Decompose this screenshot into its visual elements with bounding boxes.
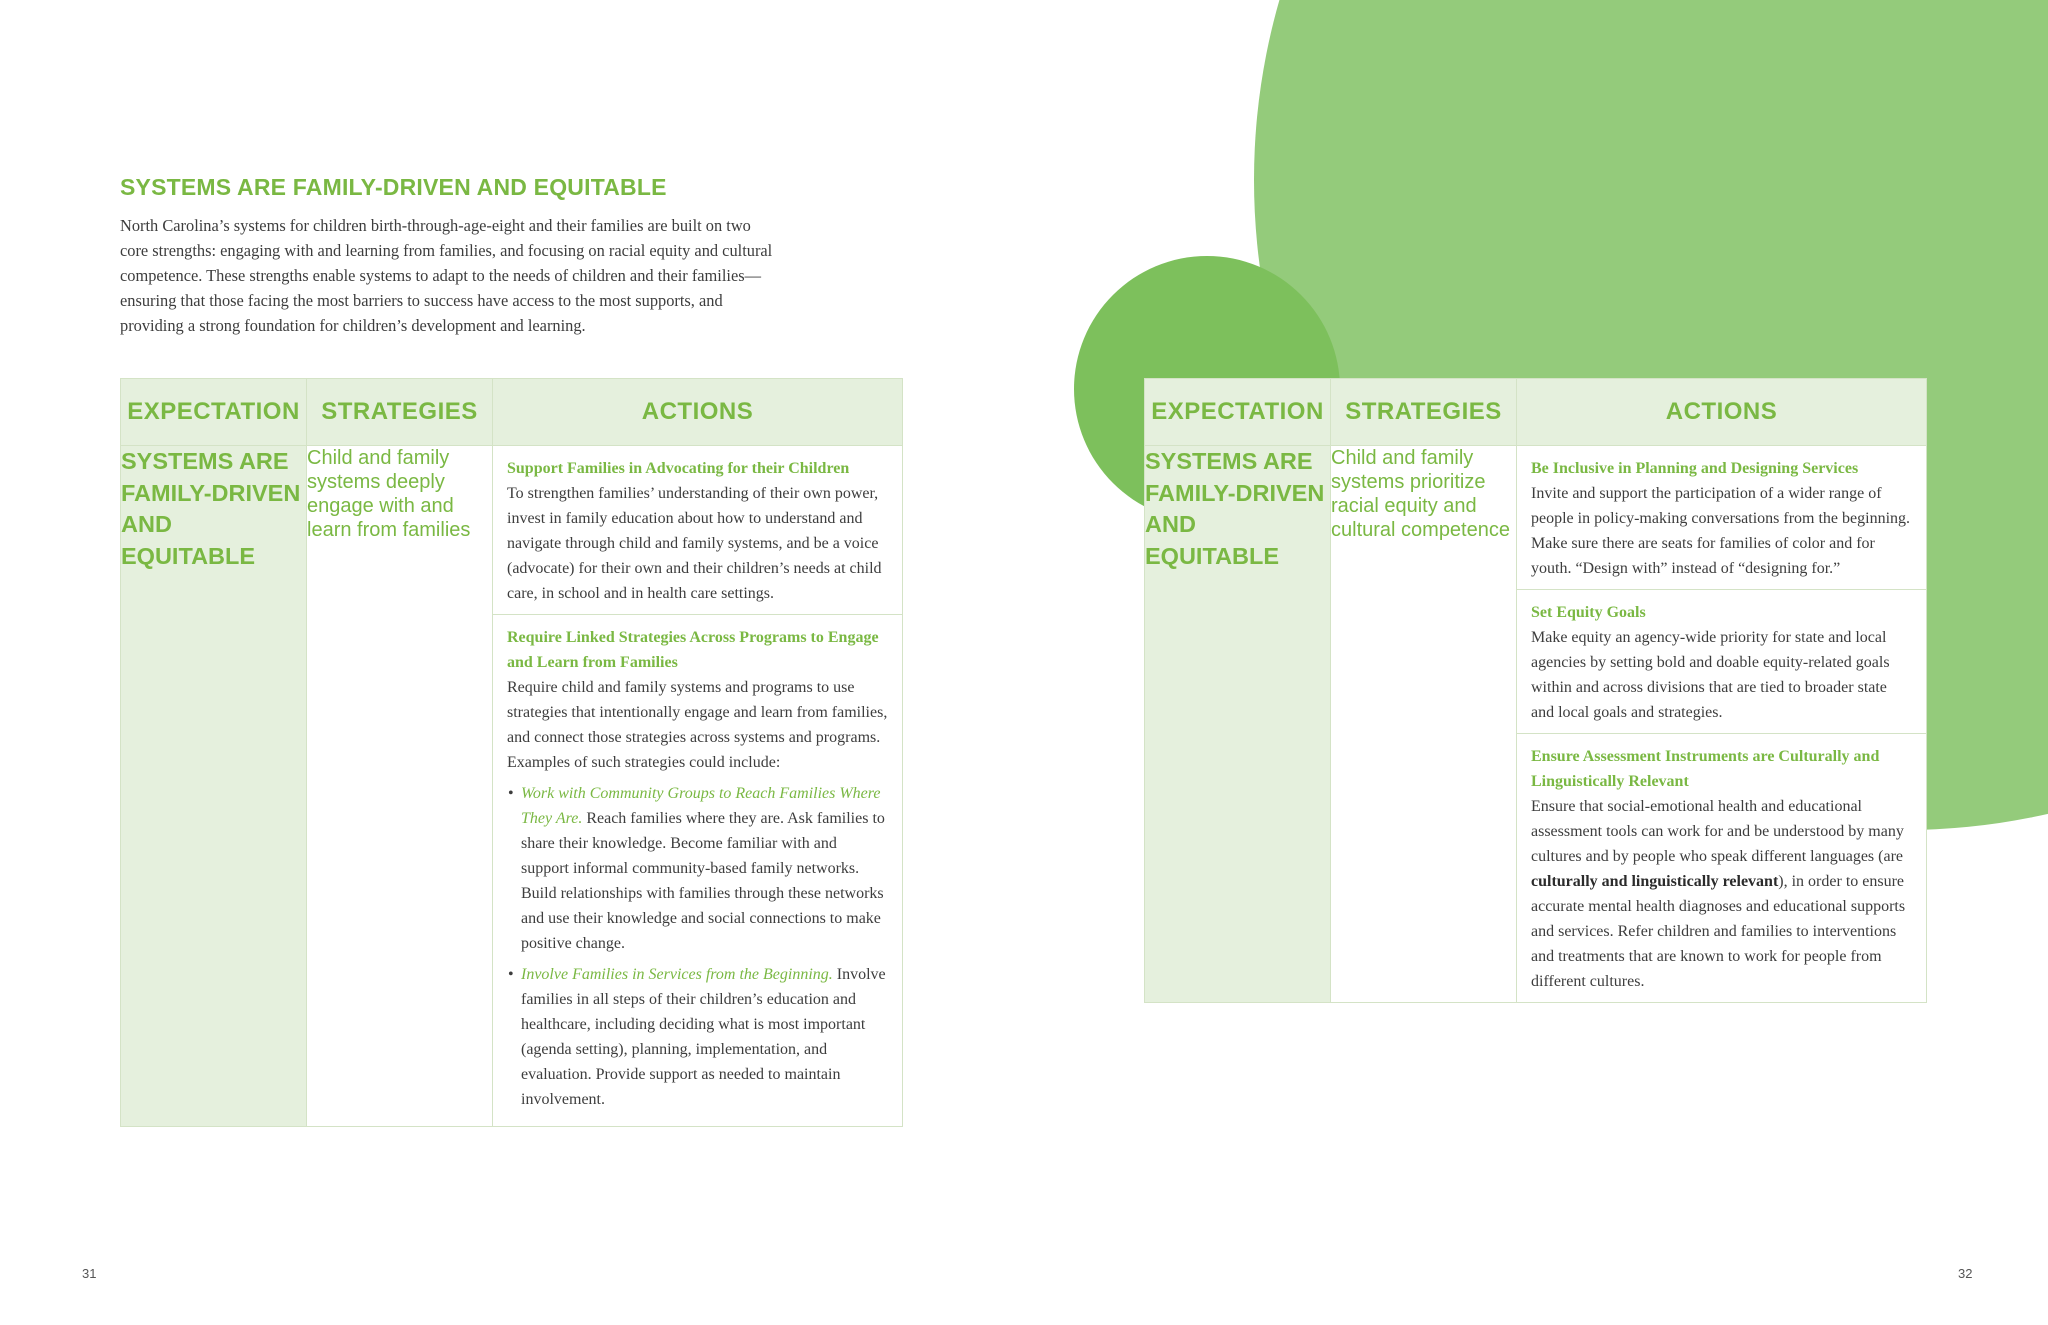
example-list: [507, 781, 888, 1112]
action-title: Set Equity Goals: [1531, 604, 1646, 621]
expectation-cell: SYSTEMS ARE FAMILY-DRIVEN AND EQUITABLE: [1145, 446, 1331, 1003]
action-body-emphasis: culturally and linguistically relevant: [1531, 873, 1779, 890]
action-body: To strengthen families’ understanding of their own power, invest in family education about how to understand and navigate through child and family systems, and be a voice (advocate) for their own and their children’s needs at child care, in school and in health care settings.: [507, 485, 882, 602]
intro-paragraph: North Carolina’s systems for children birth-through-age-eight and their families are built on two core strengths: engaging with and learning from families, and focusing on racial equity and cultural competence. These strengths enable systems to adapt to the needs of children and their families—ensuring that those facing the most barriers to success have access to the most supports, and providing a strong foundation for children’s development and learning.: [120, 216, 773, 335]
action-body: Require child and family systems and programs to use strategies that intentionally engage and learn from families, and connect those strategies across systems and programs. Examples of such strategies could include:: [507, 679, 888, 771]
action-item: [1517, 446, 1926, 590]
header-actions: ACTIONS: [1517, 379, 1927, 446]
strategy-table-left: [120, 378, 903, 1127]
action-item: [493, 446, 902, 615]
strategy-cell: Child and family systems prioritize racial equity and cultural competence: [1331, 446, 1517, 1003]
action-item: [493, 615, 902, 1126]
right-page: [1024, 0, 2048, 1325]
list-item: [521, 962, 888, 1112]
action-body: Invite and support the participation of a wider range of people in policy-making conversations from the beginning. Make sure there are seats for families of color and for youth. “Design with” instead of “designing for.”: [1531, 485, 1911, 577]
action-title: Ensure Assessment Instruments are Culturally and Linguistically Relevant: [1531, 748, 1880, 790]
bullet-title: Involve Families in Services from the Beginning.: [521, 966, 833, 983]
section-title: SYSTEMS ARE FAMILY-DRIVEN AND EQUITABLE: [120, 174, 667, 200]
strategy-table-right: [1144, 378, 1927, 1003]
action-body-text: Ensure that social-emotional health and educational assessment tools can work for and be understood by many cultures and by people who speak different languages (are: [1531, 798, 1904, 865]
expectation-cell: SYSTEMS ARE FAMILY-DRIVEN AND EQUITABLE: [121, 446, 307, 1127]
action-body: [1531, 794, 1912, 994]
header-strategies: STRATEGIES: [307, 379, 493, 446]
table-header-row: [1145, 379, 1927, 446]
table-row: [1145, 446, 1927, 1003]
action-title: Require Linked Strategies Across Programs to Engage and Learn from Families: [507, 629, 879, 671]
bullet-title: Work with Community Groups to Reach Families Where They Are.: [521, 785, 881, 827]
header-strategies: STRATEGIES: [1331, 379, 1517, 446]
actions-cell: [1517, 446, 1927, 1003]
action-body: Make equity an agency-wide priority for state and local agencies by setting bold and doable equity-related goals within and across divisions that are tied to broader state and local goals and strategies.: [1531, 629, 1890, 721]
strategy-cell: Child and family systems deeply engage with and learn from families: [307, 446, 493, 1127]
action-title: Support Families in Advocating for their Children: [507, 460, 850, 477]
page-number-right: 32: [1958, 1266, 1973, 1281]
bullet-text: Involve families in all steps of their children’s education and healthcare, including deciding what is most important (agenda setting), planning, implementation, and evaluation. Provide support as needed to maintain involvement.: [521, 966, 886, 1108]
list-item: [521, 781, 888, 956]
header-expectation: EXPECTATION: [121, 379, 307, 446]
header-expectation: EXPECTATION: [1145, 379, 1331, 446]
bullet-text: Reach families where they are. Ask families to share their knowledge. Become familiar with and support informal community-based family networks. Build relationships with families through these networks and use their knowledge and social connections to make positive change.: [521, 810, 885, 952]
action-title: Be Inclusive in Planning and Designing Services: [1531, 460, 1859, 477]
page-number-left: 31: [82, 1266, 97, 1281]
header-actions: ACTIONS: [493, 379, 903, 446]
action-item: [1517, 734, 1926, 1002]
table-header-row: [121, 379, 903, 446]
action-body-text: ), in order to ensure accurate mental health diagnoses and educational supports and services. Refer children and families to interventions and treatments that are known to work for people from different cultures.: [1531, 873, 1906, 990]
table-row: [121, 446, 903, 1127]
actions-cell: [493, 446, 903, 1127]
action-item: [1517, 590, 1926, 734]
